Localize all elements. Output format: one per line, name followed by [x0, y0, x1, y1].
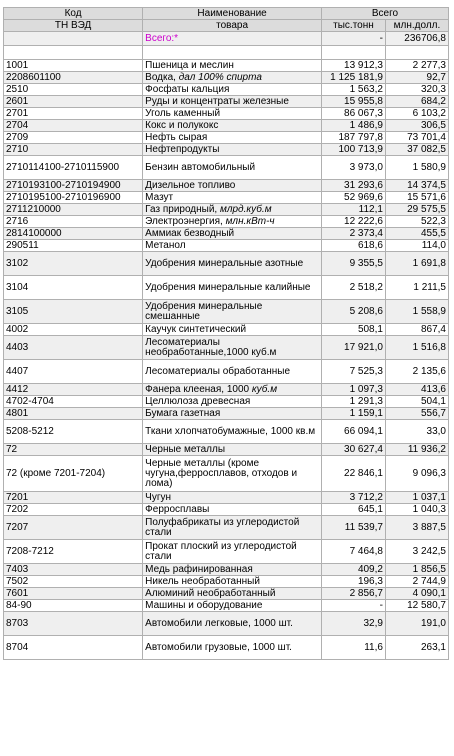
name-text: Удобрения минеральные калийные: [145, 281, 311, 293]
name-cell: [143, 384, 322, 396]
name-cell: [143, 240, 322, 252]
table-row: [4, 108, 449, 120]
table-row: [4, 96, 449, 108]
table-row: [4, 408, 449, 420]
tons-cell: 32,9: [321, 612, 385, 636]
name-text: Пшеница и меслин: [145, 59, 234, 71]
name-cell: [143, 444, 322, 456]
usd-cell: 1 040,3: [385, 504, 448, 516]
header-tons: тыс.тонн: [321, 20, 385, 32]
name-text: Нефтепродукты: [145, 143, 220, 155]
tons-cell: 196,3: [321, 576, 385, 588]
tons-cell: 3 973,0: [321, 156, 385, 180]
tons-cell: 30 627,4: [321, 444, 385, 456]
name-text: Аммиак безводный: [145, 227, 235, 239]
tons-cell: 66 094,1: [321, 420, 385, 444]
total-tons: -: [321, 32, 385, 46]
tons-cell: 100 713,9: [321, 144, 385, 156]
tons-cell: 31 293,6: [321, 180, 385, 192]
usd-cell: 92,7: [385, 72, 448, 84]
spacer-row: [4, 46, 449, 60]
name-cell: [143, 564, 322, 576]
name-cell: [143, 516, 322, 540]
tons-cell: 7 525,3: [321, 360, 385, 384]
name-cell: [143, 408, 322, 420]
code-cell: 2710114100-2710115900: [4, 156, 143, 180]
name-text: Автомобили легковые, 1000 шт.: [145, 617, 293, 629]
table-row: [4, 420, 449, 444]
tons-cell: 86 067,3: [321, 108, 385, 120]
usd-cell: 29 575,5: [385, 204, 448, 216]
unit-text: млрд.куб.м: [220, 203, 272, 215]
name-text: Уголь каменный: [145, 107, 221, 119]
tons-cell: 9 355,5: [321, 252, 385, 276]
table-row: [4, 72, 449, 84]
code-cell: 2814100000: [4, 228, 143, 240]
tons-cell: 1 291,3: [321, 396, 385, 408]
table-row: [4, 456, 449, 492]
name-text: Лесоматериалы обработанные: [145, 365, 291, 377]
name-text: Водка,: [145, 71, 179, 83]
name-cell: [143, 492, 322, 504]
code-cell: 2510: [4, 84, 143, 96]
code-cell: 2704: [4, 120, 143, 132]
name-text: Никель необработанный: [145, 575, 260, 587]
table-row: [4, 612, 449, 636]
header-total: Всего: [321, 8, 448, 20]
name-text: Полуфабрикаты из углеродистой стали: [145, 516, 300, 538]
table-row: [4, 192, 449, 204]
code-cell: 8704: [4, 636, 143, 660]
header-name-top: Наименование: [143, 8, 322, 20]
name-text: Удобрения минеральные азотные: [145, 257, 304, 269]
name-cell: [143, 504, 322, 516]
code-cell: 7201: [4, 492, 143, 504]
name-cell: [143, 360, 322, 384]
code-cell: 2710195100-2710196900: [4, 192, 143, 204]
name-text: Бумага газетная: [145, 407, 221, 419]
name-text: Автомобили грузовые, 1000 шт.: [145, 641, 292, 653]
unit-text: куб.м: [251, 383, 278, 395]
table-row: [4, 240, 449, 252]
tons-cell: 1 097,3: [321, 384, 385, 396]
tons-cell: 11 539,7: [321, 516, 385, 540]
name-cell: [143, 336, 322, 360]
table-row: [4, 504, 449, 516]
code-cell: 7601: [4, 588, 143, 600]
table-row: [4, 300, 449, 324]
name-cell: [143, 396, 322, 408]
name-text: Чугун: [145, 491, 172, 503]
code-cell: 4412: [4, 384, 143, 396]
name-cell: [143, 204, 322, 216]
name-cell: [143, 588, 322, 600]
export-table: [3, 7, 449, 660]
usd-cell: 33,0: [385, 420, 448, 444]
code-cell: 4407: [4, 360, 143, 384]
code-cell: 3104: [4, 276, 143, 300]
table-row: [4, 600, 449, 612]
name-text: Черные металлы: [145, 443, 226, 455]
table-row: [4, 564, 449, 576]
tons-cell: 618,6: [321, 240, 385, 252]
table-row: [4, 492, 449, 504]
name-text: Мазут: [145, 191, 174, 203]
header-name-bottom: товара: [143, 20, 322, 32]
header-code-bottom: ТН ВЭД: [4, 20, 143, 32]
tons-cell: 7 464,8: [321, 540, 385, 564]
name-cell: [143, 612, 322, 636]
tons-cell: -: [321, 600, 385, 612]
name-text: Фосфаты кальция: [145, 83, 230, 95]
unit-text: млн.кВт-ч: [225, 215, 275, 227]
header-usd: млн.долл.: [385, 20, 448, 32]
usd-cell: 504,1: [385, 396, 448, 408]
tons-cell: 1 159,1: [321, 408, 385, 420]
usd-cell: 320,3: [385, 84, 448, 96]
name-cell: [143, 60, 322, 72]
usd-cell: 522,3: [385, 216, 448, 228]
name-text: Дизельное топливо: [145, 179, 236, 191]
table-row: [4, 204, 449, 216]
usd-cell: 556,7: [385, 408, 448, 420]
usd-cell: 4 090,1: [385, 588, 448, 600]
usd-cell: 1 516,8: [385, 336, 448, 360]
total-code-cell: [4, 32, 143, 46]
spacer-cell: [321, 46, 385, 60]
usd-cell: 1 856,5: [385, 564, 448, 576]
usd-cell: 413,6: [385, 384, 448, 396]
tons-cell: 645,1: [321, 504, 385, 516]
code-cell: 84-90: [4, 600, 143, 612]
table-row: [4, 60, 449, 72]
table-row: [4, 384, 449, 396]
spacer-cell: [143, 46, 322, 60]
tons-cell: 1 563,2: [321, 84, 385, 96]
name-cell: [143, 84, 322, 96]
usd-cell: 9 096,3: [385, 456, 448, 492]
tons-cell: 3 712,2: [321, 492, 385, 504]
usd-cell: 14 374,5: [385, 180, 448, 192]
name-cell: [143, 540, 322, 564]
name-cell: [143, 600, 322, 612]
tons-cell: 13 912,3: [321, 60, 385, 72]
usd-cell: 15 571,6: [385, 192, 448, 204]
table-row: [4, 396, 449, 408]
usd-cell: 73 701,4: [385, 132, 448, 144]
usd-cell: 12 580,7: [385, 600, 448, 612]
name-cell: [143, 456, 322, 492]
tons-cell: 2 518,2: [321, 276, 385, 300]
tons-cell: 2 373,4: [321, 228, 385, 240]
tons-cell: 15 955,8: [321, 96, 385, 108]
code-cell: 1001: [4, 60, 143, 72]
code-cell: 2710: [4, 144, 143, 156]
name-text: Руды и концентраты железные: [145, 95, 289, 107]
name-text: Лесоматериалы необработанные,1000 куб.м: [145, 336, 277, 358]
name-text: Бензин автомобильный: [145, 161, 256, 173]
code-cell: 8703: [4, 612, 143, 636]
code-cell: 4801: [4, 408, 143, 420]
code-cell: 3102: [4, 252, 143, 276]
tons-cell: 2 856,7: [321, 588, 385, 600]
name-text: Машины и оборудование: [145, 599, 263, 611]
tons-cell: 1 125 181,9: [321, 72, 385, 84]
tons-cell: 1 486,9: [321, 120, 385, 132]
tons-cell: 11,6: [321, 636, 385, 660]
name-cell: [143, 228, 322, 240]
usd-cell: 306,5: [385, 120, 448, 132]
code-cell: 72: [4, 444, 143, 456]
tons-cell: 22 846,1: [321, 456, 385, 492]
spacer-cell: [4, 46, 143, 60]
table-row: [4, 276, 449, 300]
code-cell: 2701: [4, 108, 143, 120]
usd-cell: 37 082,5: [385, 144, 448, 156]
name-cell: [143, 576, 322, 588]
tons-cell: 187 797,8: [321, 132, 385, 144]
name-text: Кокс и полукокс: [145, 119, 219, 131]
usd-cell: 2 744,9: [385, 576, 448, 588]
tons-cell: 17 921,0: [321, 336, 385, 360]
code-cell: 72 (кроме 7201-7204): [4, 456, 143, 492]
table-row: [4, 516, 449, 540]
table-row: [4, 444, 449, 456]
table-row: [4, 228, 449, 240]
table-row: [4, 360, 449, 384]
name-cell: [143, 420, 322, 444]
code-cell: 2711210000: [4, 204, 143, 216]
usd-cell: 1 580,9: [385, 156, 448, 180]
header-code-top: Код: [4, 8, 143, 20]
usd-cell: 1 691,8: [385, 252, 448, 276]
name-text: Электроэнергия,: [145, 215, 226, 227]
name-cell: [143, 192, 322, 204]
tons-cell: 112,1: [321, 204, 385, 216]
code-cell: 2208601100: [4, 72, 143, 84]
usd-cell: 3 242,5: [385, 540, 448, 564]
name-text: Газ природный,: [145, 203, 220, 215]
name-cell: [143, 216, 322, 228]
usd-cell: 1 037,1: [385, 492, 448, 504]
name-cell: [143, 120, 322, 132]
name-cell: [143, 252, 322, 276]
usd-cell: 191,0: [385, 612, 448, 636]
usd-cell: 2 277,3: [385, 60, 448, 72]
name-cell: [143, 324, 322, 336]
code-cell: 290511: [4, 240, 143, 252]
code-cell: 7202: [4, 504, 143, 516]
table-row: [4, 132, 449, 144]
table-row: [4, 156, 449, 180]
usd-cell: 114,0: [385, 240, 448, 252]
name-cell: [143, 276, 322, 300]
name-cell: [143, 108, 322, 120]
name-cell: [143, 132, 322, 144]
table-row: [4, 588, 449, 600]
header-row-1: [4, 8, 449, 20]
usd-cell: 11 936,2: [385, 444, 448, 456]
usd-cell: 867,4: [385, 324, 448, 336]
name-text: Целлюлоза древесная: [145, 395, 251, 407]
header-row-2: [4, 20, 449, 32]
name-text: Черные металлы (кроме чугуна,ферросплавов, отходов и лома): [145, 457, 298, 489]
name-text: Нефть сырая: [145, 131, 208, 143]
tons-cell: 52 969,6: [321, 192, 385, 204]
total-label: Всего:*: [143, 32, 322, 46]
code-cell: 7208-7212: [4, 540, 143, 564]
code-cell: 7403: [4, 564, 143, 576]
usd-cell: 684,2: [385, 96, 448, 108]
usd-cell: 263,1: [385, 636, 448, 660]
table-row: [4, 252, 449, 276]
table-row: [4, 336, 449, 360]
usd-cell: 1 211,5: [385, 276, 448, 300]
usd-cell: 6 103,2: [385, 108, 448, 120]
usd-cell: 1 558,9: [385, 300, 448, 324]
table-row: [4, 84, 449, 96]
name-text: Ткани хлопчатобумажные, 1000 кв.м: [145, 425, 316, 437]
code-cell: 7502: [4, 576, 143, 588]
name-text: Удобрения минеральные смешанные: [145, 300, 263, 322]
usd-cell: 455,5: [385, 228, 448, 240]
table-row: [4, 576, 449, 588]
tons-cell: 5 208,6: [321, 300, 385, 324]
total-usd: 236706,8: [385, 32, 448, 46]
code-cell: 7207: [4, 516, 143, 540]
table-row: [4, 324, 449, 336]
unit-text: дал 100% спирта: [178, 71, 262, 83]
code-cell: 5208-5212: [4, 420, 143, 444]
name-text: Каучук синтетический: [145, 323, 247, 335]
total-row: [4, 32, 449, 46]
name-text: Прокат плоский из углеродистой стали: [145, 540, 297, 562]
name-text: Ферросплавы: [145, 503, 210, 515]
table-row: [4, 120, 449, 132]
tons-cell: 12 222,6: [321, 216, 385, 228]
code-cell: 2601: [4, 96, 143, 108]
table-row: [4, 216, 449, 228]
name-text: Метанол: [145, 239, 186, 251]
name-cell: [143, 156, 322, 180]
name-cell: [143, 144, 322, 156]
usd-cell: 3 887,5: [385, 516, 448, 540]
table-row: [4, 180, 449, 192]
code-cell: 4002: [4, 324, 143, 336]
usd-cell: 2 135,6: [385, 360, 448, 384]
code-cell: 2709: [4, 132, 143, 144]
table-row: [4, 636, 449, 660]
spacer-cell: [385, 46, 448, 60]
name-cell: [143, 180, 322, 192]
name-cell: [143, 96, 322, 108]
name-cell: [143, 72, 322, 84]
code-cell: 4403: [4, 336, 143, 360]
name-text: Фанера клееная, 1000: [145, 383, 252, 395]
name-text: Алюминий необработанный: [145, 587, 276, 599]
name-cell: [143, 300, 322, 324]
name-cell: [143, 636, 322, 660]
tons-cell: 508,1: [321, 324, 385, 336]
code-cell: 3105: [4, 300, 143, 324]
name-text: Медь рафинированная: [145, 563, 253, 575]
table-row: [4, 144, 449, 156]
table-row: [4, 540, 449, 564]
code-cell: 2710193100-2710194900: [4, 180, 143, 192]
tons-cell: 409,2: [321, 564, 385, 576]
code-cell: 4702-4704: [4, 396, 143, 408]
code-cell: 2716: [4, 216, 143, 228]
